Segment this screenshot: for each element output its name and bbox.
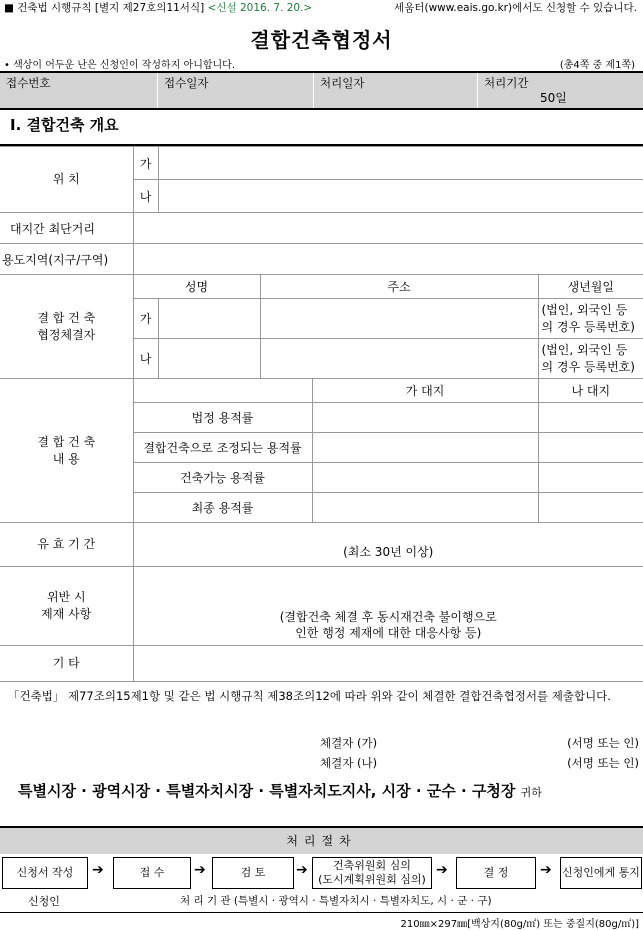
zone-field[interactable] [133, 244, 643, 275]
zone-label: 용도지역(지구/구역) [0, 244, 133, 275]
content-label-line2: 내 용 [0, 451, 133, 468]
receipt-table [0, 71, 643, 110]
content-na-header: 나 대지 [538, 379, 643, 403]
content-ga-field[interactable] [312, 433, 538, 463]
arrow-right-icon: ➔ [296, 862, 308, 878]
bottom-divider [0, 912, 643, 913]
process-period-value: 50일 [484, 89, 637, 106]
step-review: 검 토 [212, 857, 294, 889]
content-ga-field[interactable] [312, 403, 538, 433]
overview-table [0, 146, 643, 682]
section1-title: Ⅰ. 결합건축 개요 [10, 114, 119, 135]
revision-note: <신설 2016. 7. 20.> [208, 2, 313, 14]
signer-na-label: 체결자 (나) [320, 755, 377, 771]
distance-label: 대지간 최단거리 [0, 213, 133, 244]
other-label: 기 타 [0, 646, 133, 682]
content-na-field[interactable] [538, 463, 643, 493]
declaration-text: 「건축법」 제77조의15제1항 및 같은 법 시행규칙 제38조의12에 따라 위와 같이 체결한 결합건축협정서를 제출합니다. [8, 683, 636, 709]
content-row-label: 법정 용적률 [133, 403, 312, 433]
parties-na-birth-field[interactable] [538, 339, 643, 379]
procedure-agency: 처 리 기 관 (특별시 · 광역시 · 특별자치시 · 특별자치도, 시 · 군 · 구) [180, 893, 492, 908]
parties-ga-address-field[interactable] [260, 299, 538, 339]
sanction-note-line2: 인한 행정 제재에 대한 대응사항 등) [134, 625, 643, 641]
birth-note-line2: 의 경우 등록번호) [542, 359, 643, 375]
parties-ga-birth-field[interactable] [538, 299, 643, 339]
page-title: 결합건축협정서 [0, 24, 643, 53]
content-label [0, 379, 133, 523]
parties-na-name-field[interactable] [158, 339, 260, 379]
process-period-cell [478, 72, 643, 109]
other-field[interactable] [133, 646, 643, 682]
arrow-right-icon: ➔ [540, 862, 552, 878]
authority-tail: 귀하 [521, 786, 542, 799]
step-decision: 결 정 [456, 857, 536, 889]
parties-ga-name-field[interactable] [158, 299, 260, 339]
receipt-date-cell[interactable] [158, 72, 314, 109]
content-ga-header: 가 대지 [312, 379, 538, 403]
parties-na-address-field[interactable] [260, 339, 538, 379]
content-na-field[interactable] [538, 493, 643, 523]
parties-label-line2: 협정체결자 [0, 327, 133, 344]
arrow-right-icon: ➔ [436, 862, 448, 878]
location-ga-field[interactable] [158, 147, 643, 180]
process-period-label: 처리기간 [484, 76, 528, 90]
process-date-cell[interactable] [314, 72, 478, 109]
step-committee-line1: 건축위원회 심의 [333, 859, 411, 873]
receipt-date-label: 접수일자 [164, 76, 208, 90]
distance-field[interactable] [133, 213, 643, 244]
law-prefix: ■ 건축법 시행규칙 [별지 제27호의11서식] [4, 2, 204, 14]
online-note: 세움터(www.eais.go.kr)에서도 신청할 수 있습니다. [394, 0, 637, 15]
step-committee [312, 857, 432, 889]
step-committee-line2: (도시계획위원회 심의) [318, 873, 426, 887]
sanction-note-line1: (결합건축 체결 후 동시재건축 불이행으로 [134, 609, 643, 625]
parties-label [0, 275, 133, 379]
process-date-label: 처리일자 [320, 76, 364, 90]
page-info: (총4쪽 중 제1쪽) [560, 56, 635, 71]
content-header-blank [133, 379, 312, 403]
parties-label-line1: 결 합 건 축 [0, 310, 133, 327]
content-ga-field[interactable] [312, 493, 538, 523]
signer-na-sign[interactable]: (서명 또는 인) [567, 755, 639, 771]
location-na-field[interactable] [158, 180, 643, 213]
sanction-field[interactable] [133, 567, 643, 646]
location-label: 위 치 [0, 147, 133, 213]
validity-field[interactable] [133, 523, 643, 567]
content-label-line1: 결 합 건 축 [0, 434, 133, 451]
content-na-field[interactable] [538, 433, 643, 463]
birth-note-line1: (법인, 외국인 등 [542, 302, 643, 318]
content-na-field[interactable] [538, 403, 643, 433]
content-row-label: 건축가능 용적률 [133, 463, 312, 493]
procedure-title: 처리절차 [0, 826, 643, 854]
step-receive: 접 수 [113, 857, 191, 889]
step-notify: 신청인에게 통지 [560, 857, 642, 889]
receipt-number-cell[interactable] [0, 72, 158, 109]
birth-note-line2: 의 경우 등록번호) [542, 319, 643, 335]
signer-ga-label: 체결자 (가) [320, 735, 377, 751]
content-ga-field[interactable] [312, 463, 538, 493]
arrow-right-icon: ➔ [194, 862, 206, 878]
sanction-label [0, 567, 133, 646]
shaded-field-note: • 색상이 어두운 난은 신청인이 작성하지 아니합니다. [4, 56, 235, 71]
arrow-right-icon: ➔ [92, 862, 104, 878]
location-na-label: 나 [133, 180, 158, 213]
content-row-label: 결합건축으로 조정되는 용적률 [133, 433, 312, 463]
authority-line [18, 780, 542, 801]
parties-ga-label: 가 [133, 299, 158, 339]
step-apply: 신청서 작성 [2, 857, 88, 889]
validity-label: 유 효 기 간 [0, 523, 133, 567]
sanction-label-line2: 제재 사항 [0, 606, 133, 623]
validity-note: (최소 30년 이상) [343, 545, 433, 559]
location-ga-label: 가 [133, 147, 158, 180]
receipt-number-label: 접수번호 [6, 76, 50, 90]
content-row-label: 최종 용적률 [133, 493, 312, 523]
sanction-label-line1: 위반 시 [0, 589, 133, 606]
parties-address-header: 주소 [260, 275, 538, 299]
birth-note-line1: (법인, 외국인 등 [542, 342, 643, 358]
parties-birth-header: 생년월일 [538, 275, 643, 299]
form-reference [4, 0, 312, 15]
parties-name-header: 성명 [133, 275, 260, 299]
authority-text: 특별시장 · 광역시장 · 특별자치시장 · 특별자치도지사, 시장 · 군수 · 구청장 [18, 782, 515, 800]
signer-ga-sign[interactable]: (서명 또는 인) [567, 735, 639, 751]
parties-na-label: 나 [133, 339, 158, 379]
procedure-applicant: 신청인 [28, 893, 60, 909]
paper-spec: 210㎜×297㎜[백상지(80g/㎡) 또는 중질지(80g/㎡)] [401, 915, 639, 930]
